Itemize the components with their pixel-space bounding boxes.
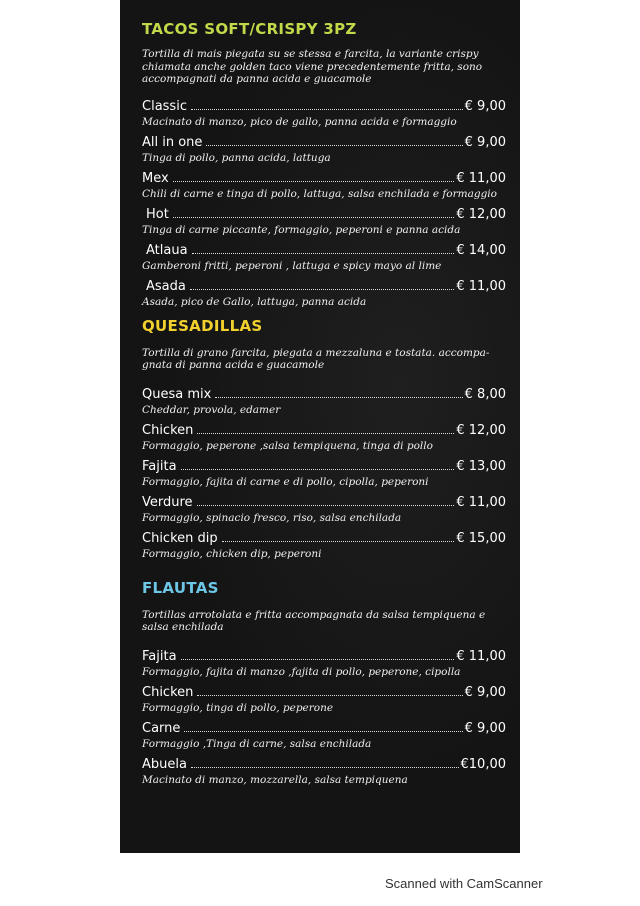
leader-dots bbox=[173, 216, 455, 218]
item-description: Macinato di manzo, mozzarella, salsa tempiquena bbox=[142, 773, 408, 786]
item-name: Carne bbox=[142, 720, 181, 736]
leader-dots bbox=[197, 694, 462, 696]
section-description-line: salsa enchilada bbox=[142, 621, 224, 633]
section-description-line: Tortilla di mais piegata su se stessa e farcita, la variante crispy bbox=[142, 48, 479, 60]
item-name: Asada bbox=[146, 278, 186, 294]
menu-item bbox=[142, 756, 506, 787]
menu-item bbox=[142, 206, 506, 237]
item-price: € 11,00 bbox=[456, 278, 506, 294]
item-name: Mex bbox=[142, 170, 169, 186]
menu-item bbox=[142, 458, 506, 489]
item-price: €10,00 bbox=[460, 756, 506, 772]
menu-item bbox=[142, 386, 506, 417]
item-price: € 8,00 bbox=[464, 386, 506, 402]
item-name: Chicken bbox=[142, 422, 194, 438]
section-tacos bbox=[142, 20, 506, 309]
item-price: € 14,00 bbox=[456, 242, 506, 258]
menu-item bbox=[142, 494, 506, 525]
leader-dots bbox=[190, 288, 455, 290]
menu-item bbox=[142, 530, 506, 561]
item-price: € 9,00 bbox=[464, 134, 506, 150]
item-description: Tinga di pollo, panna acida, lattuga bbox=[142, 151, 331, 164]
menu-item bbox=[142, 170, 506, 201]
leader-dots bbox=[173, 180, 455, 182]
item-price: € 11,00 bbox=[456, 648, 506, 664]
item-price: € 9,00 bbox=[464, 684, 506, 700]
item-description: Cheddar, provola, edamer bbox=[142, 403, 281, 416]
leader-dots bbox=[197, 432, 454, 434]
menu-item bbox=[142, 278, 506, 309]
leader-dots bbox=[206, 144, 462, 146]
item-price: € 9,00 bbox=[464, 720, 506, 736]
leader-dots bbox=[191, 108, 463, 110]
menu-item bbox=[142, 242, 506, 273]
leader-dots bbox=[184, 730, 462, 732]
menu-item bbox=[142, 98, 506, 129]
item-name: Verdure bbox=[142, 494, 193, 510]
item-name: Atlaua bbox=[146, 242, 188, 258]
menu-item bbox=[142, 422, 506, 453]
scanner-watermark: Scanned with CamScanner bbox=[385, 876, 543, 891]
item-price: € 9,00 bbox=[464, 98, 506, 114]
item-name: Fajita bbox=[142, 458, 177, 474]
leader-dots bbox=[215, 396, 462, 398]
menu-item bbox=[142, 648, 506, 679]
item-description: Tinga di carne piccante, formaggio, peperoni e panna acida bbox=[142, 223, 461, 236]
item-name: Fajita bbox=[142, 648, 177, 664]
item-description: Formaggio, peperone ,salsa tempiquena, tinga di pollo bbox=[142, 439, 433, 452]
section-description-line: Tortilla di grano farcita, piegata a mezzaluna e tostata. accompa- bbox=[142, 346, 490, 359]
item-price: € 11,00 bbox=[456, 170, 506, 186]
item-description: Gamberoni fritti, peperoni , lattuga e spicy mayo al lime bbox=[142, 259, 442, 272]
section-description-line: Tortillas arrotolata e fritta accompagnata da salsa tempiquena e bbox=[142, 608, 486, 621]
menu-item bbox=[142, 720, 506, 751]
item-description: Macinato di manzo, pico de gallo, panna acida e formaggio bbox=[142, 115, 457, 128]
leader-dots bbox=[222, 540, 455, 542]
item-name: Classic bbox=[142, 98, 187, 114]
item-name: All in one bbox=[142, 134, 203, 150]
item-price: € 15,00 bbox=[456, 530, 506, 546]
item-price: € 13,00 bbox=[456, 458, 506, 474]
leader-dots bbox=[181, 468, 455, 470]
section-quesadillas bbox=[142, 317, 506, 561]
item-price: € 11,00 bbox=[456, 494, 506, 510]
section-title: QUESADILLAS bbox=[142, 316, 263, 335]
section-description-line: accompagnati da panna acida e guacamole bbox=[142, 73, 372, 85]
section-flautas bbox=[142, 579, 506, 787]
item-name: Quesa mix bbox=[142, 386, 212, 402]
item-description: Formaggio ,Tinga di carne, salsa enchilada bbox=[142, 737, 372, 750]
leader-dots bbox=[192, 252, 455, 254]
menu-item bbox=[142, 684, 506, 715]
item-description: Formaggio, spinacio fresco, riso, salsa enchilada bbox=[142, 511, 402, 524]
item-name: Chicken bbox=[142, 684, 194, 700]
section-title: FLAUTAS bbox=[142, 578, 219, 597]
section-title: TACOS SOFT/CRISPY 3PZ bbox=[142, 20, 357, 38]
item-name: Abuela bbox=[142, 756, 187, 772]
item-name: Chicken dip bbox=[142, 530, 218, 546]
item-description: Asada, pico de Gallo, lattuga, panna acida bbox=[142, 295, 367, 308]
menu-panel bbox=[120, 0, 520, 853]
leader-dots bbox=[181, 658, 455, 660]
item-price: € 12,00 bbox=[456, 422, 506, 438]
item-name: Hot bbox=[146, 206, 169, 222]
item-price: € 12,00 bbox=[456, 206, 506, 222]
menu-item bbox=[142, 134, 506, 165]
item-description: Formaggio, fajita di carne e di pollo, cipolla, peperoni bbox=[142, 475, 429, 488]
leader-dots bbox=[197, 504, 455, 506]
item-description: Formaggio, fajita di manzo ,fajita di pollo, peperone, cipolla bbox=[142, 665, 461, 678]
item-description: Chili di carne e tinga di pollo, lattuga, salsa enchilada e formaggio bbox=[142, 187, 497, 200]
item-description: Formaggio, tinga di pollo, peperone bbox=[142, 701, 334, 714]
section-description-line: gnata di panna acida e guacamole bbox=[142, 359, 325, 371]
leader-dots bbox=[191, 766, 459, 768]
section-description-line: chiamata anche golden taco viene precedentemente fritta, sono bbox=[142, 60, 483, 73]
item-description: Formaggio, chicken dip, peperoni bbox=[142, 547, 322, 560]
